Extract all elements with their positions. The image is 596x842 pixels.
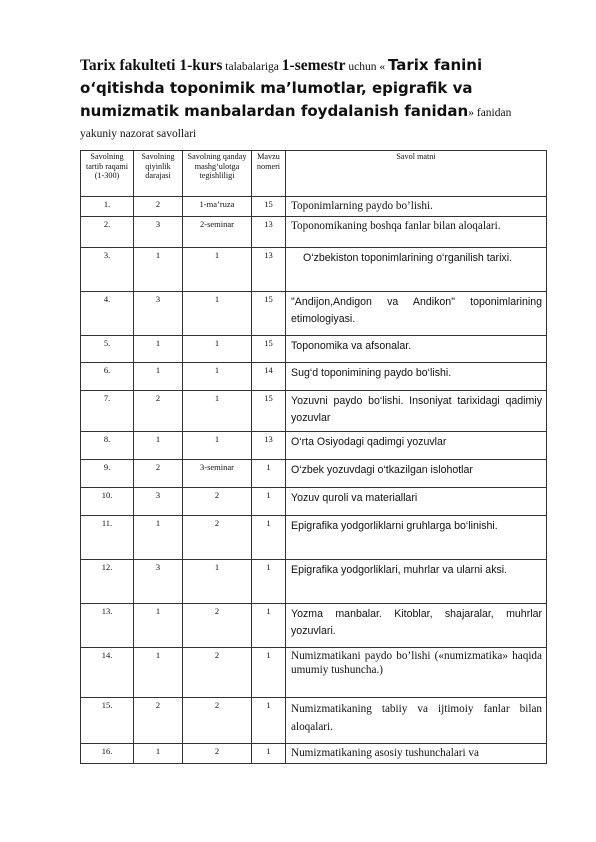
cell-question-text: Toponimlarning paydo bo’lishi. — [286, 197, 547, 217]
cell-order: 6. — [81, 363, 134, 391]
cell-session-type: 2-seminar — [183, 217, 252, 248]
cell-question-text: Sug‘d toponimining paydo bo‘lishi. — [286, 363, 547, 391]
cell-order: 4. — [81, 292, 134, 336]
header-question-text: Savol matni — [286, 151, 547, 197]
cell-session-type: 1 — [183, 363, 252, 391]
cell-question-text: Epigrafika yodgorliklari, muhrlar va ularni aksi. — [286, 560, 547, 604]
cell-topic-number: 13 — [252, 248, 286, 292]
cell-order: 3. — [81, 248, 134, 292]
cell-difficulty: 2 — [134, 391, 183, 432]
cell-difficulty: 1 — [134, 516, 183, 560]
cell-difficulty: 1 — [134, 248, 183, 292]
table-row — [81, 604, 547, 648]
cell-order: 1. — [81, 197, 134, 217]
cell-question-text: Toponomikaning boshqa fanlar bilan aloqalari. — [286, 217, 547, 248]
cell-topic-number: 15 — [252, 336, 286, 363]
cell-difficulty: 1 — [134, 432, 183, 460]
cell-difficulty: 1 — [134, 648, 183, 698]
cell-order: 16. — [81, 744, 134, 764]
cell-difficulty: 1 — [134, 604, 183, 648]
table-row — [81, 744, 547, 764]
cell-session-type: 2 — [183, 516, 252, 560]
cell-topic-number: 1 — [252, 516, 286, 560]
cell-question-text: O‘rta Osiyodagi qadimgi yozuvlar — [286, 432, 547, 460]
cell-topic-number: 13 — [252, 432, 286, 460]
title-students: talabalariga — [222, 61, 282, 73]
cell-difficulty: 3 — [134, 560, 183, 604]
table-row — [81, 432, 547, 460]
cell-session-type: 2 — [183, 648, 252, 698]
cell-order: 12. — [81, 560, 134, 604]
table-row — [81, 698, 547, 744]
cell-order: 15. — [81, 698, 134, 744]
cell-difficulty: 2 — [134, 197, 183, 217]
cell-topic-number: 1 — [252, 744, 286, 764]
table-row — [81, 560, 547, 604]
cell-order: 8. — [81, 432, 134, 460]
cell-session-type: 2 — [183, 698, 252, 744]
title-subject: Tarix fanini o‘qitishda toponimik ma’lumotlar, epigrafik va numizmatik manbalardan foydalanish fanidan — [80, 56, 483, 120]
cell-question-text: Epigrafika yodgorliklarni gruhlarga bo‘linishi. — [286, 516, 547, 560]
table-row — [81, 197, 547, 217]
cell-session-type: 2 — [183, 744, 252, 764]
cell-order: 9. — [81, 460, 134, 488]
table-row — [81, 488, 547, 516]
cell-session-type: 2 — [183, 604, 252, 648]
cell-topic-number: 1 — [252, 560, 286, 604]
cell-order: 10. — [81, 488, 134, 516]
table-row — [81, 292, 547, 336]
cell-order: 2. — [81, 217, 134, 248]
cell-topic-number: 1 — [252, 604, 286, 648]
cell-session-type: 1-ma’ruza — [183, 197, 252, 217]
cell-difficulty: 3 — [134, 292, 183, 336]
cell-session-type: 2 — [183, 488, 252, 516]
cell-question-text: O‘zbekiston toponimlarining o‘rganilish tarixi. — [286, 248, 547, 292]
table-row — [81, 217, 547, 248]
table-row — [81, 516, 547, 560]
cell-order: 11. — [81, 516, 134, 560]
cell-topic-number: 14 — [252, 363, 286, 391]
table-row — [81, 336, 547, 363]
cell-session-type: 1 — [183, 560, 252, 604]
title-suffix: » fanidan yakuniy nazorat savollari — [80, 107, 512, 140]
cell-topic-number: 1 — [252, 698, 286, 744]
title-semester: 1-semestr — [281, 57, 346, 74]
cell-topic-number: 1 — [252, 648, 286, 698]
cell-session-type: 3-seminar — [183, 460, 252, 488]
table-row — [81, 363, 547, 391]
cell-difficulty: 3 — [134, 217, 183, 248]
cell-question-text: Yozma manbalar. Kitoblar, shajaralar, muhrlar yozuvlari. — [286, 604, 547, 648]
cell-session-type: 1 — [183, 248, 252, 292]
cell-difficulty: 1 — [134, 744, 183, 764]
cell-session-type: 1 — [183, 432, 252, 460]
cell-topic-number: 1 — [252, 488, 286, 516]
cell-topic-number: 1 — [252, 460, 286, 488]
cell-session-type: 1 — [183, 292, 252, 336]
cell-order: 14. — [81, 648, 134, 698]
cell-topic-number: 15 — [252, 292, 286, 336]
title-for: uchun « — [345, 61, 388, 73]
table-row — [81, 460, 547, 488]
header-difficulty: Savolning qiyinlik darajasi — [134, 151, 183, 197]
cell-order: 7. — [81, 391, 134, 432]
document-title — [80, 55, 540, 145]
title-faculty: Tarix fakulteti 1-kurs — [80, 57, 223, 74]
table-row — [81, 248, 547, 292]
questions-table — [80, 150, 547, 764]
cell-session-type: 1 — [183, 391, 252, 432]
cell-question-text: O‘zbek yozuvdagi o‘tkazilgan islohotlar — [286, 460, 547, 488]
cell-difficulty: 1 — [134, 336, 183, 363]
cell-difficulty: 2 — [134, 460, 183, 488]
cell-question-text: Yozuv quroli va materiallari — [286, 488, 547, 516]
table-row — [81, 648, 547, 698]
cell-difficulty: 2 — [134, 698, 183, 744]
cell-order: 5. — [81, 336, 134, 363]
cell-difficulty: 1 — [134, 363, 183, 391]
header-order: Savolning tartib raqami (1-300) — [81, 151, 134, 197]
cell-topic-number: 15 — [252, 391, 286, 432]
cell-session-type: 1 — [183, 336, 252, 363]
header-session-type: Savolning qanday mashg‘ulotga tegishliligi — [183, 151, 252, 197]
cell-difficulty: 3 — [134, 488, 183, 516]
cell-question-text: Numizmatikani paydo bo’lishi («numizmatika» haqida umumiy tushuncha.) — [286, 648, 547, 698]
cell-question-text: Yozuvni paydo bo‘lishi. Insoniyat tarixidagi qadimiy yozuvlar — [286, 391, 547, 432]
cell-question-text: Toponomika va afsonalar. — [286, 336, 547, 363]
cell-question-text: Numizmatikaning asosiy tushunchalari va — [286, 744, 547, 764]
cell-question-text: Numizmatikaning tabiiy va ijtimoiy fanlar bilan aloqalari. — [286, 698, 547, 744]
cell-question-text: "Andijon,Andigon va Andikon" toponimlarining etimologiyasi. — [286, 292, 547, 336]
header-topic-number: Mavzu nomeri — [252, 151, 286, 197]
cell-order: 13. — [81, 604, 134, 648]
table-header-row — [81, 151, 547, 197]
cell-topic-number: 15 — [252, 197, 286, 217]
cell-topic-number: 13 — [252, 217, 286, 248]
table-row — [81, 391, 547, 432]
